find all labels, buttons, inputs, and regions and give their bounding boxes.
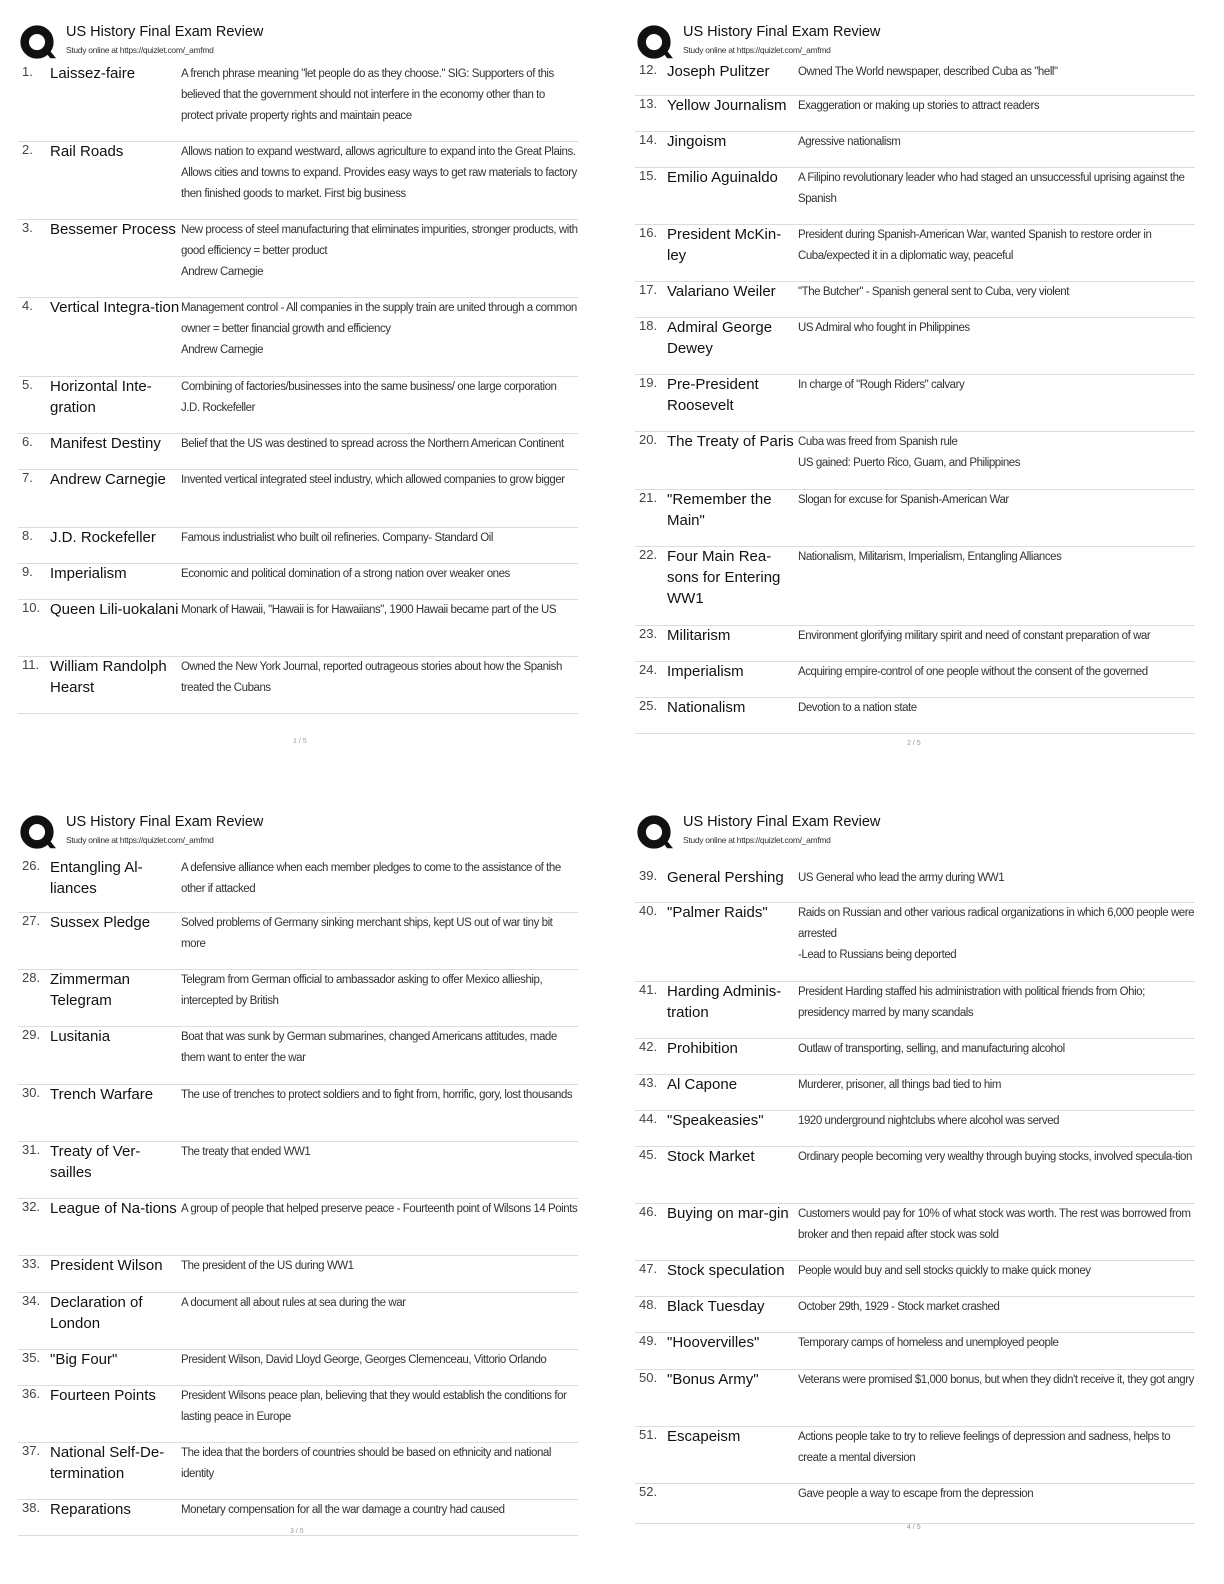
flashcard-row [635, 62, 1195, 96]
term: Sussex Pledge [50, 914, 151, 931]
term: "Speakeasies" [667, 1112, 764, 1129]
row-number: 24. [639, 662, 658, 677]
flashcard-row [18, 64, 578, 142]
definition: Customers would pay for 10% of what stock was worth. The rest was borrowed from broker and then repaid after stock was sold [798, 1208, 1191, 1241]
definition: Invented vertical integrated steel industry, which allowed companies to grow bigger [181, 474, 565, 486]
flashcard-row [635, 96, 1195, 132]
term: Yellow Journalism [667, 97, 787, 114]
row-number: 44. [639, 1111, 658, 1126]
term: "Bonus Army" [667, 1371, 759, 1388]
definition: Raids on Russian and other various radical organizations in which 6,000 people were arrested -Lead to Russians being deported [798, 907, 1195, 961]
flashcard-row [18, 220, 578, 298]
row-number: 11. [22, 657, 40, 672]
flashcard-row [18, 1085, 578, 1142]
row-number: 13. [639, 96, 658, 111]
flashcard-row [18, 470, 578, 528]
definition: Agressive nationalism [798, 136, 901, 148]
term: Treaty of Ver-sailles [50, 1143, 141, 1181]
definition: Belief that the US was destined to spread across the Northern American Continent [181, 438, 564, 450]
flashcard-row [18, 970, 578, 1027]
page-header [635, 22, 1215, 64]
term: "Remember the Main" [667, 491, 772, 529]
definition: A Filipino revolutionary leader who had staged an unsuccessful uprising against the Spanish [798, 172, 1185, 205]
row-number: 8. [22, 528, 33, 543]
definition: Boat that was sunk by German submarines, changed Americans attitudes, made them want to enter the war [181, 1031, 557, 1064]
row-number: 17. [639, 282, 658, 297]
row-number: 21. [639, 490, 658, 505]
page-header [18, 812, 598, 854]
flashcard-row [635, 1147, 1195, 1204]
flashcard-row [635, 662, 1195, 698]
definition: Owned The World newspaper, described Cuba as "hell" [798, 66, 1058, 78]
term: Nationalism [667, 699, 746, 716]
definition: Management control - All companies in the supply train are united through a common owner = better financial growth and efficiency Andrew Carnegie [181, 302, 577, 356]
definition: Gave people a way to escape from the depression [798, 1488, 1034, 1500]
definition: Nationalism, Militarism, Imperialism, Entangling Alliances [798, 551, 1062, 563]
page-title: US History Final Exam Review [683, 814, 881, 830]
row-number: 37. [22, 1443, 41, 1458]
term: Escapeism [667, 1428, 741, 1445]
term: Rail Roads [50, 143, 124, 160]
flashcard-row [635, 318, 1195, 375]
row-number: 7. [22, 470, 33, 485]
flashcard-row [635, 1111, 1195, 1147]
page-number: 1 / 5 [293, 738, 307, 745]
flashcard-row [635, 490, 1195, 547]
row-number: 51. [639, 1427, 658, 1442]
row-number: 40. [639, 903, 658, 918]
row-number: 3. [22, 220, 33, 235]
study-link[interactable]: Study online at https://quizlet.com/_amfmd [683, 45, 831, 55]
definition: People would buy and sell stocks quickly to make quick money [798, 1265, 1091, 1277]
row-number: 2. [22, 142, 33, 157]
flashcard-row [635, 626, 1195, 662]
flashcard-row [635, 1261, 1195, 1297]
term: League of Na-tions [50, 1200, 177, 1217]
term: Trench Warfare [50, 1086, 154, 1103]
page-header [18, 22, 598, 64]
flashcard-row [635, 982, 1195, 1039]
page-title: US History Final Exam Review [66, 24, 264, 40]
row-number: 33. [22, 1256, 41, 1271]
term: President McKin-ley [667, 226, 782, 264]
flashcard-row [635, 1333, 1195, 1370]
page-4 [635, 812, 1215, 1531]
flashcard-row [18, 1256, 578, 1293]
term: Horizontal Inte-gration [50, 378, 152, 416]
row-number: 39. [639, 868, 658, 883]
flashcard-row [635, 1427, 1195, 1484]
term: Buying on mar-gin [667, 1205, 789, 1222]
term: Four Main Rea-sons for Entering WW1 [667, 548, 781, 607]
flashcard-row [18, 1293, 578, 1350]
flashcard-row [635, 1370, 1195, 1427]
definition: A document all about rules at sea during the war [181, 1297, 406, 1309]
quizlet-logo [635, 24, 673, 62]
flashcard-row [18, 1142, 578, 1199]
flashcard-row [18, 298, 578, 377]
row-number: 9. [22, 564, 33, 579]
definition: President during Spanish-American War, wanted Spanish to restore order in Cuba/expected it in a diplomatic way, peaceful [798, 229, 1152, 262]
flashcard-row [635, 1075, 1195, 1111]
flashcard-row [635, 1484, 1195, 1524]
flashcard-row [635, 132, 1195, 168]
row-number: 43. [639, 1075, 658, 1090]
flashcard-row [18, 564, 578, 600]
row-number: 14. [639, 132, 658, 147]
flashcard-row [635, 547, 1195, 626]
row-number: 46. [639, 1204, 658, 1219]
term: Stock speculation [667, 1262, 785, 1279]
definition: New process of steel manufacturing that eliminates impurities, stronger products, with good efficiency = better product Andrew Carnegie [181, 224, 578, 278]
definition: Economic and political domination of a strong nation over weaker ones [181, 568, 510, 580]
definition: Ordinary people becoming very wealthy through buying stocks, involved specula-tion [798, 1151, 1192, 1163]
row-number: 10. [22, 600, 41, 615]
flashcard-row [18, 142, 578, 220]
term: Valariano Weiler [667, 283, 776, 300]
definition: Environment glorifying military spirit and need of constant preparation of war [798, 630, 1151, 642]
row-number: 47. [639, 1261, 658, 1276]
page-title: US History Final Exam Review [683, 24, 881, 40]
term: Black Tuesday [667, 1298, 765, 1315]
term: Harding Adminis-tration [667, 983, 782, 1021]
study-link[interactable]: Study online at https://quizlet.com/_amfmd [683, 835, 831, 845]
term: Militarism [667, 627, 731, 644]
row-number: 4. [22, 298, 33, 313]
study-link[interactable]: Study online at https://quizlet.com/_amfmd [66, 45, 214, 55]
row-number: 49. [639, 1333, 658, 1348]
term: Prohibition [667, 1040, 738, 1057]
page-2 [635, 22, 1215, 747]
row-number: 52. [639, 1484, 658, 1499]
term: General Pershing [667, 869, 784, 886]
definition: US General who lead the army during WW1 [798, 872, 1005, 884]
row-number: 38. [22, 1500, 41, 1515]
definition: Actions people take to try to relieve feelings of depression and sadness, helps to create a mental diversion [798, 1431, 1171, 1464]
definition: Exaggeration or making up stories to attract readers [798, 100, 1040, 112]
definition: Cuba was freed from Spanish rule US gained: Puerto Rico, Guam, and Philippines [798, 436, 1021, 469]
flashcard-row [635, 282, 1195, 318]
row-number: 26. [22, 858, 41, 873]
row-number: 25. [639, 698, 658, 713]
flashcard-row [18, 913, 578, 970]
definition: Murderer, prisoner, all things bad tied to him [798, 1079, 1002, 1091]
definition: The president of the US during WW1 [181, 1260, 354, 1272]
quizlet-logo [18, 24, 56, 62]
flashcard-row [635, 698, 1195, 734]
definition: The use of trenches to protect soldiers and to fight from, horrific, gory, lost thousands [181, 1089, 573, 1101]
flashcard-row [635, 168, 1195, 225]
term: Fourteen Points [50, 1387, 156, 1404]
term: Admiral George Dewey [667, 319, 773, 357]
row-number: 18. [639, 318, 658, 333]
flashcard-row [18, 858, 578, 913]
term: Jingoism [667, 133, 727, 150]
definition: A defensive alliance when each member pledges to come to the assistance of the other if attacked [181, 862, 561, 895]
term: Pre-President Roosevelt [667, 376, 759, 414]
term: "Hoovervilles" [667, 1334, 760, 1351]
term: J.D. Rockefeller [50, 529, 156, 546]
row-number: 45. [639, 1147, 658, 1162]
row-number: 6. [22, 434, 33, 449]
flashcard-row [18, 377, 578, 434]
flashcard-row [18, 657, 578, 714]
quizlet-q-logo-icon [18, 814, 56, 852]
row-number: 34. [22, 1293, 41, 1308]
quizlet-q-logo-icon [635, 814, 673, 852]
definition: The idea that the borders of countries should be based on ethnicity and national identity [181, 1447, 551, 1480]
definition: Slogan for excuse for Spanish-American War [798, 494, 1009, 506]
row-number: 22. [639, 547, 658, 562]
definition: President Wilsons peace plan, believing that they would establish the conditions for lasting peace in Europe [181, 1390, 567, 1423]
row-number: 36. [22, 1386, 41, 1401]
definition: Telegram from German official to ambassador asking to offer Mexico allieship, intercepted by British [181, 974, 543, 1007]
row-number: 29. [22, 1027, 41, 1042]
quizlet-q-logo-icon [635, 24, 673, 62]
flashcard-row [18, 434, 578, 470]
definition: President Harding staffed his administration with political friends from Ohio; presidency marred by many scandals [798, 986, 1145, 1019]
row-number: 31. [22, 1142, 41, 1157]
page-3 [18, 812, 598, 1535]
term: "Palmer Raids" [667, 904, 768, 921]
row-number: 12. [639, 62, 658, 77]
study-link[interactable]: Study online at https://quizlet.com/_amfmd [66, 835, 214, 845]
row-number: 48. [639, 1297, 658, 1312]
term: Laissez-faire [50, 65, 136, 82]
term: Andrew Carnegie [50, 471, 166, 488]
term: Imperialism [50, 565, 127, 582]
flashcard-row [635, 868, 1195, 903]
definition: President Wilson, David Lloyd George, Georges Clemenceau, Vittorio Orlando [181, 1354, 547, 1366]
flashcard-row [635, 225, 1195, 282]
definition: Allows nation to expand westward, allows agriculture to expand into the Great Plains. Allows cities and towns to expand. Provides easy ways to get raw materials to factory then finished goods to market. First big business [181, 146, 577, 200]
term: Entangling Al-liances [50, 859, 143, 897]
page-header [635, 812, 1215, 854]
row-number: 1. [22, 64, 33, 79]
term: "Big Four" [50, 1351, 118, 1368]
term: Vertical Integra-tion [50, 299, 180, 316]
flashcard-row [18, 1386, 578, 1443]
term: William Randolph Hearst [50, 658, 167, 696]
page-1 [18, 22, 598, 745]
flashcard-row [635, 375, 1195, 432]
page-number: 4 / 5 [907, 1524, 921, 1531]
row-number: 28. [22, 970, 41, 985]
term: Queen Lili-uokalani [50, 601, 179, 618]
term: National Self-De-termination [50, 1444, 165, 1482]
term: The Treaty of Paris [667, 433, 794, 450]
definition: Famous industrialist who built oil refineries. Company- Standard Oil [181, 532, 493, 544]
row-number: 27. [22, 913, 41, 928]
term: Manifest Destiny [50, 435, 161, 452]
quizlet-q-logo-icon [18, 24, 56, 62]
row-number: 20. [639, 432, 658, 447]
term: Al Capone [667, 1076, 738, 1093]
row-number: 32. [22, 1199, 41, 1214]
row-number: 35. [22, 1350, 41, 1365]
page-number: 2 / 5 [907, 740, 921, 747]
term: Emilio Aguinaldo [667, 169, 778, 186]
row-number: 42. [639, 1039, 658, 1054]
definition: Outlaw of transporting, selling, and manufacturing alcohol [798, 1043, 1065, 1055]
definition: Owned the New York Journal, reported outrageous stories about how the Spanish treated the Cubans [181, 661, 562, 694]
row-number: 50. [639, 1370, 658, 1385]
definition: Acquiring empire-control of one people without the consent of the governed [798, 666, 1148, 678]
definition: A french phrase meaning "let people do as they choose." SIG: Supporters of this believed that the government should not interfere in the economy other than to protect private property rights and maintain peace [181, 68, 554, 122]
term: Lusitania [50, 1028, 111, 1045]
definition: A group of people that helped preserve peace - Fourteenth point of Wilsons 14 Points [181, 1203, 578, 1215]
row-number: 30. [22, 1085, 41, 1100]
term: Zimmerman Telegram [50, 971, 131, 1009]
definition: Temporary camps of homeless and unemployed people [798, 1337, 1059, 1349]
definition: Combining of factories/businesses into the same business/ one large corporation J.D. Rockefeller [181, 381, 557, 414]
term: Declaration of London [50, 1294, 143, 1332]
flashcard-row [635, 1204, 1195, 1261]
row-number: 41. [639, 982, 658, 997]
definition: Veterans were promised $1,000 bonus, but when they didn't receive it, they got angry [798, 1374, 1194, 1386]
flashcard-row [635, 1039, 1195, 1075]
page-title: US History Final Exam Review [66, 814, 264, 830]
definition: "The Butcher" - Spanish general sent to Cuba, very violent [798, 286, 1070, 298]
flashcard-row [18, 1027, 578, 1085]
row-number: 15. [639, 168, 658, 183]
definition: The treaty that ended WW1 [181, 1146, 311, 1158]
definition: US Admiral who fought in Philippines [798, 322, 970, 334]
definition: Devotion to a nation state [798, 702, 917, 714]
term: Bessemer Process [50, 221, 176, 238]
definition: October 29th, 1929 - Stock market crashed [798, 1301, 1000, 1313]
flashcard-row [18, 1443, 578, 1500]
quizlet-logo [18, 814, 56, 852]
definition: Monetary compensation for all the war damage a country had caused [181, 1504, 505, 1516]
row-number: 5. [22, 377, 33, 392]
row-number: 19. [639, 375, 658, 390]
flashcard-row [635, 903, 1195, 982]
page-number: 3 / 5 [290, 1528, 304, 1535]
term: Reparations [50, 1501, 131, 1518]
quizlet-logo [635, 814, 673, 852]
definition: In charge of "Rough Riders" calvary [798, 379, 965, 391]
term: President Wilson [50, 1257, 163, 1274]
flashcard-row [635, 432, 1195, 490]
flashcard-row [18, 600, 578, 657]
flashcard-row [18, 1350, 578, 1386]
flashcard-row [635, 1297, 1195, 1333]
term: Stock Market [667, 1148, 755, 1165]
definition: 1920 underground nightclubs where alcohol was served [798, 1115, 1060, 1127]
row-number: 16. [639, 225, 658, 240]
term: Imperialism [667, 663, 744, 680]
flashcard-row [18, 528, 578, 564]
definition: Solved problems of Germany sinking merchant ships, kept US out of war tiny bit more [181, 917, 553, 950]
term: Joseph Pulitzer [667, 63, 770, 80]
flashcard-row [18, 1199, 578, 1256]
definition: Monark of Hawaii, "Hawaii is for Hawaiians", 1900 Hawaii became part of the US [181, 604, 557, 616]
row-number: 23. [639, 626, 658, 641]
